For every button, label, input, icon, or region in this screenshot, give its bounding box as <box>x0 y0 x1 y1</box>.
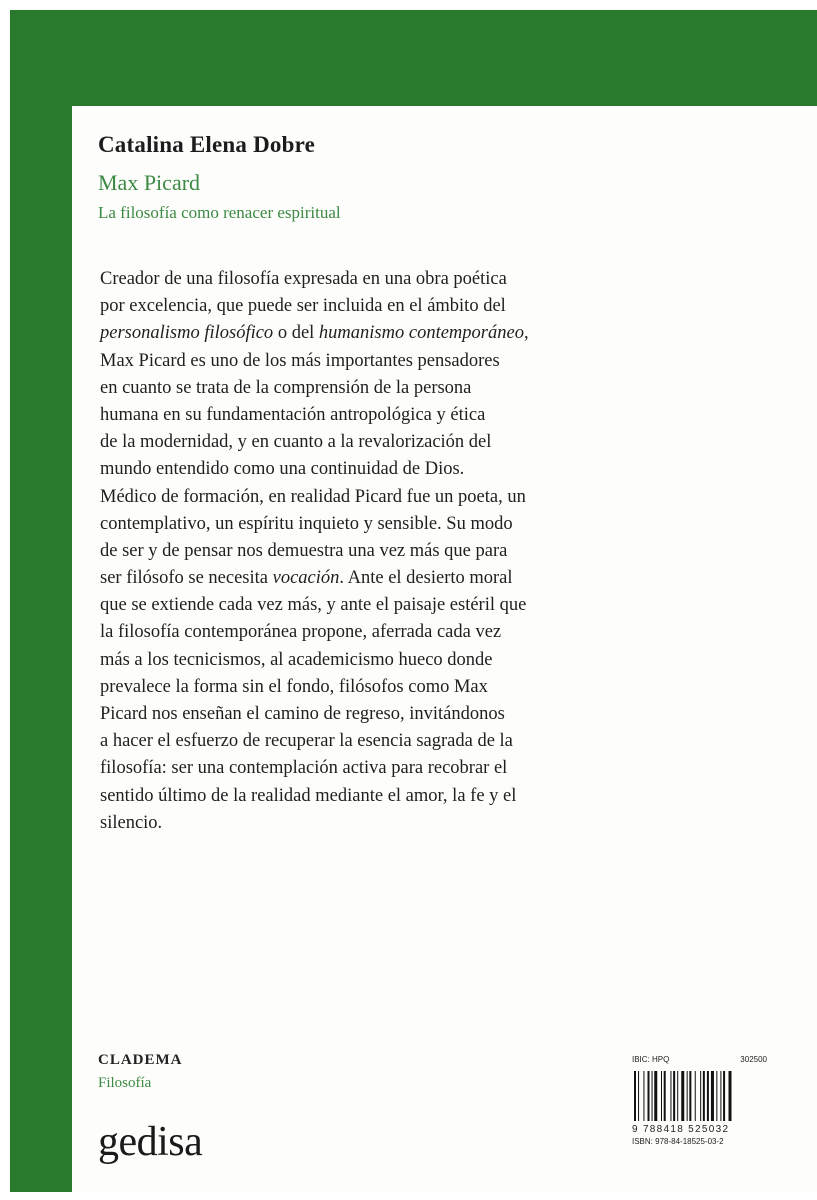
collection-category: Filosofía <box>98 1075 152 1091</box>
blurb-line <box>100 674 660 701</box>
barcode-icon <box>632 1071 767 1123</box>
book-title: Max Picard <box>98 170 201 195</box>
blurb-line <box>100 293 660 320</box>
blurb-line <box>100 348 660 375</box>
blurb-line <box>100 320 660 347</box>
blurb-line <box>100 484 660 511</box>
blurb-text: de la modernidad, y en cuanto a la revalorización del <box>100 432 492 453</box>
blurb-text: humana en su fundamentación antropológica y ética <box>100 404 486 425</box>
blurb-line <box>100 511 660 538</box>
author-name: Catalina Elena Dobre <box>98 132 315 157</box>
blurb-text: de ser y de pensar nos demuestra una vez más que para <box>100 540 508 561</box>
blurb-text: a hacer el esfuerzo de recuperar la esencia sagrada de la <box>100 731 513 752</box>
blurb-line <box>100 701 660 728</box>
back-cover-blurb <box>100 266 660 837</box>
blurb-text: Creador de una filosofía expresada en una obra poética <box>100 269 507 289</box>
blurb-text: mundo entendido como una continuidad de Dios. <box>100 459 465 480</box>
blurb-line <box>100 783 660 810</box>
blurb-line <box>100 266 660 293</box>
blurb-text: , <box>523 323 529 344</box>
blurb-line <box>100 619 660 646</box>
blurb-text: más a los tecnicismos, al academicismo hueco donde <box>100 649 493 670</box>
blurb-text: que se extiende cada vez más, y ante el paisaje estéril que <box>100 595 527 616</box>
blurb-italic-text: vocación <box>272 568 340 589</box>
blurb-line <box>100 565 660 592</box>
blurb-text: contemplativo, un espíritu inquieto y sensible. Su modo <box>100 513 513 534</box>
barcode-digits: 9 788418 525032 <box>632 1124 730 1135</box>
blurb-line <box>100 402 660 429</box>
blurb-line <box>100 728 660 755</box>
book-subtitle: La filosofía como renacer espiritual <box>98 203 341 222</box>
blurb-line <box>100 538 660 565</box>
blurb-italic-text: personalismo filosófico <box>100 323 274 344</box>
blurb-text: Max Picard es uno de los más importantes pensadores <box>100 350 500 371</box>
blurb-text: prevalece la forma sin el fondo, filósofos como Max <box>100 676 488 697</box>
blurb-line <box>100 375 660 402</box>
blurb-line <box>100 429 660 456</box>
blurb-line <box>100 755 660 782</box>
blurb-text: por excelencia, que puede ser incluida en el ámbito del <box>100 296 506 317</box>
blurb-text: en cuanto se trata de la comprensión de la persona <box>100 377 472 398</box>
blurb-line <box>100 810 660 837</box>
blurb-line <box>100 592 660 619</box>
blurb-text: la filosofía contemporánea propone, aferrada cada vez <box>100 622 502 643</box>
barcode-block <box>632 1055 767 1157</box>
blurb-text: sentido último de la realidad mediante el amor, la fe y el <box>100 785 517 806</box>
blurb-text: Picard nos enseñan el camino de regreso, invitándonos <box>100 704 505 724</box>
blurb-text: ser filósofo se necesita <box>100 568 273 589</box>
isbn-number: ISBN: 978-84-18525-03-2 <box>632 1137 724 1146</box>
blurb-line <box>100 456 660 483</box>
blurb-text: Médico de formación, en realidad Picard fue un poeta, un <box>100 486 526 507</box>
barcode-code-right: 302500 <box>740 1055 767 1064</box>
blurb-text: o del <box>273 323 319 344</box>
blurb-text: filosofía: ser una contemplación activa para recobrar el <box>100 758 508 779</box>
collection-name: CLADEMA <box>98 1052 183 1068</box>
barcode-code-left: IBIC: HPQ <box>632 1055 670 1064</box>
blurb-text: silencio. <box>100 812 163 833</box>
blurb-italic-text: humanismo contemporáneo <box>318 323 524 344</box>
blurb-line <box>100 647 660 674</box>
publisher-logo: gedisa <box>98 1119 203 1165</box>
blurb-text: . Ante el desierto moral <box>339 568 513 589</box>
